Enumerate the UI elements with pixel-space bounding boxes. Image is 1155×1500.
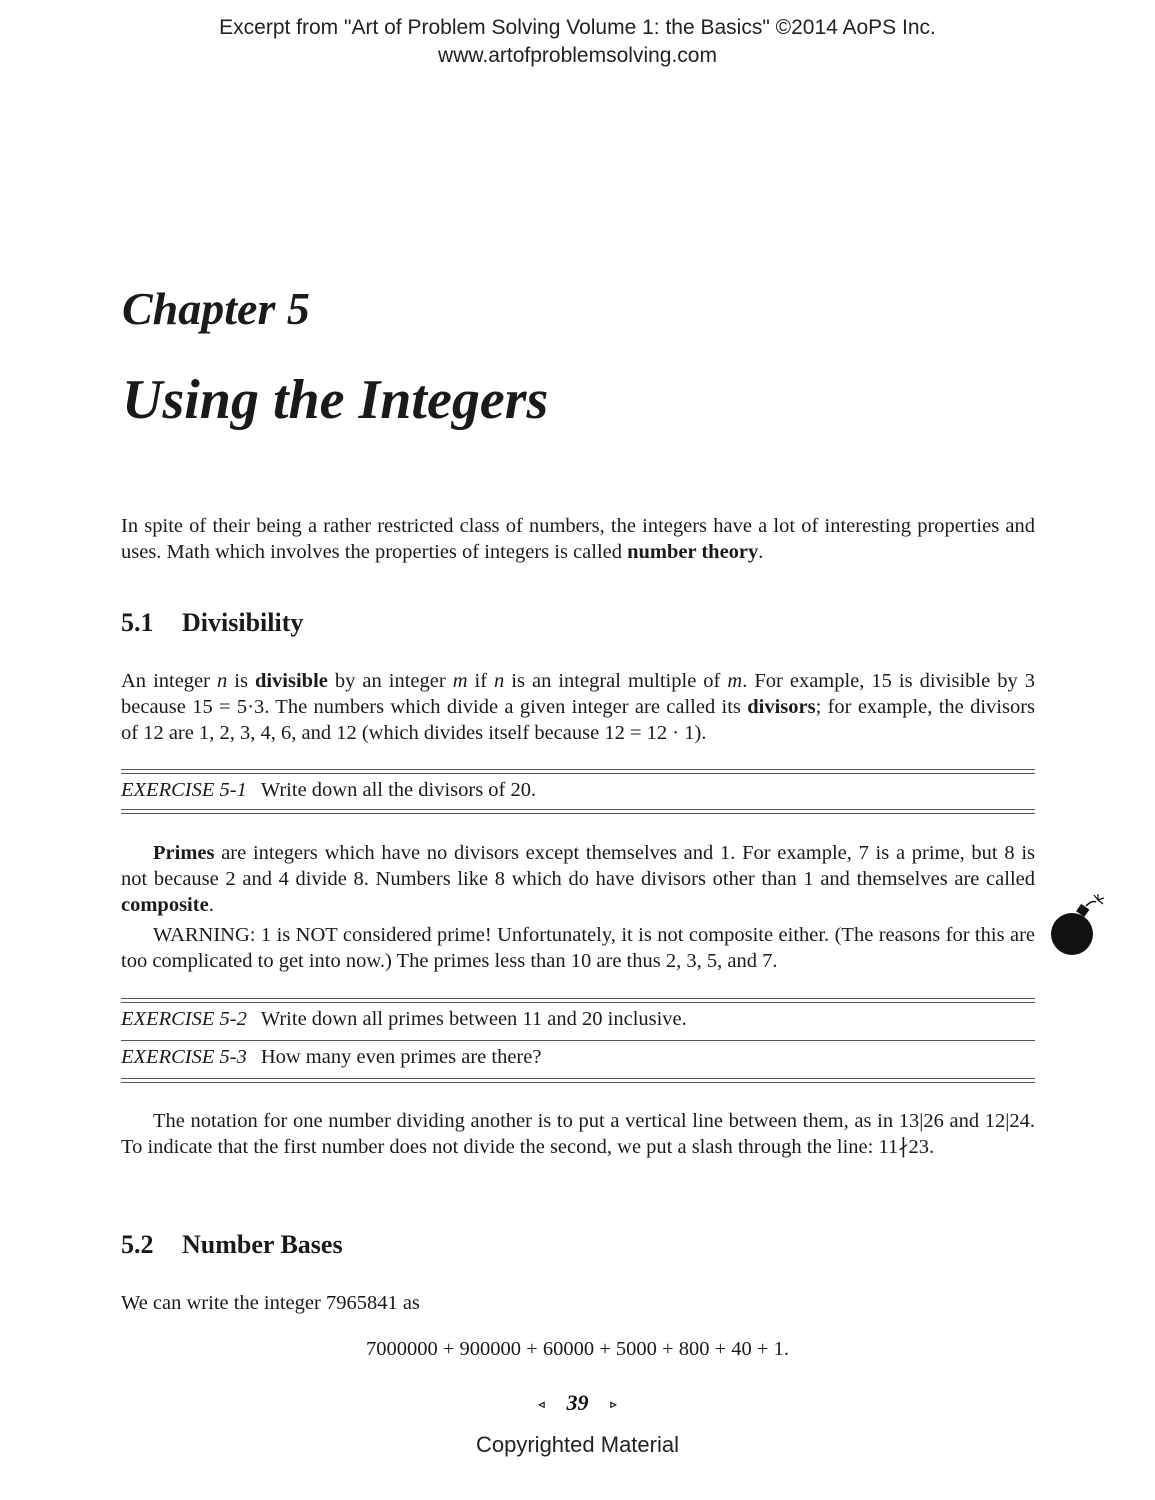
- section-number: 5.1: [121, 608, 154, 637]
- website-url: www.artofproblemsolving.com: [438, 44, 717, 67]
- section-title: Divisibility: [182, 608, 304, 637]
- rule: [121, 773, 1035, 774]
- bases-paragraph: We can write the integer 7965841 as: [121, 1292, 420, 1314]
- page-number-row: [0, 1390, 1155, 1416]
- rule: [121, 813, 1035, 814]
- warning-paragraph: WARNING: 1 is NOT considered prime! Unfortunately, it is not composite either. (The reasons for this are too complicated to get into now.) The primes less than 10 are thus 2, 3, 5, and 7.: [121, 924, 1035, 972]
- rule: [121, 1082, 1035, 1083]
- term-divisors: divisors: [747, 696, 816, 718]
- exercise-5-3: [121, 1046, 541, 1069]
- exercise-5-2: [121, 1008, 687, 1031]
- rule: [121, 809, 1035, 810]
- divisibility-paragraph: An integer n is divisible by an integer m if n is an integral multiple of m. For example, 15 is divisible by 3 because 15 = 5·3. The numbers which divide a given integer are called its divisors; for example, the divisors of 12 are 1, 2, 3, 4, 6, and 12 (which divides itself because 12 = 12 · 1).: [121, 670, 1035, 744]
- section-number: 5.2: [121, 1230, 154, 1259]
- term-composite: composite: [121, 894, 209, 916]
- expansion-equation: 7000000 + 900000 + 60000 + 5000 + 800 + 40 + 1.: [366, 1338, 789, 1360]
- intro-paragraph: In spite of their being a rather restricted class of numbers, the integers have a lot of interesting properties and uses. Math which involves the properties of integers is called number theory.: [121, 515, 1035, 563]
- rule: [121, 1078, 1035, 1079]
- rule: [121, 1002, 1035, 1003]
- excerpt-header: Excerpt from "Art of Problem Solving Volume 1: the Basics" ©2014 AoPS Inc.: [219, 16, 936, 39]
- prev-page-icon: ◃: [538, 1397, 545, 1412]
- exercise-text: Write down all the divisors of 20.: [260, 779, 537, 801]
- term-primes: Primes: [153, 842, 215, 864]
- not-divides-symbol: ∤: [898, 1136, 909, 1158]
- section-heading-number-bases: [121, 1230, 343, 1260]
- rule: [121, 769, 1035, 770]
- primes-paragraph: Primes are integers which have no divisors except themselves and 1. For example, 7 is a prime, but 8 is not because 2 and 4 divide 8. Numbers like 8 which do have divisors other than 1 and themselves are called composite.: [121, 842, 1035, 916]
- section-title: Number Bases: [182, 1230, 343, 1259]
- rule: [121, 1040, 1035, 1041]
- bomb-icon: [1048, 888, 1108, 958]
- rule: [121, 998, 1035, 999]
- chapter-title: Using the Integers: [122, 369, 549, 431]
- exercise-label: EXERCISE 5-2: [121, 1008, 247, 1030]
- exercise-text: How many even primes are there?: [260, 1046, 542, 1068]
- exercise-text: Write down all primes between 11 and 20 inclusive.: [260, 1008, 687, 1030]
- term-number-theory: number theory: [627, 541, 759, 563]
- copyright-footer: Copyrighted Material: [476, 1432, 679, 1457]
- page-number: 39: [566, 1390, 589, 1415]
- section-heading-divisibility: [121, 608, 303, 638]
- exercise-label: EXERCISE 5-3: [121, 1046, 247, 1068]
- next-page-icon: ▹: [610, 1397, 617, 1412]
- exercise-label: EXERCISE 5-1: [121, 779, 247, 801]
- exercise-5-1: [121, 779, 536, 802]
- notation-paragraph: The notation for one number dividing another is to put a vertical line between them, as in 13|26 and 12|24. To indicate that the first number does not divide the second, we put a slash through the line: 11∤23.: [121, 1110, 1035, 1158]
- chapter-label: Chapter 5: [122, 283, 310, 334]
- term-divisible: divisible: [254, 670, 328, 692]
